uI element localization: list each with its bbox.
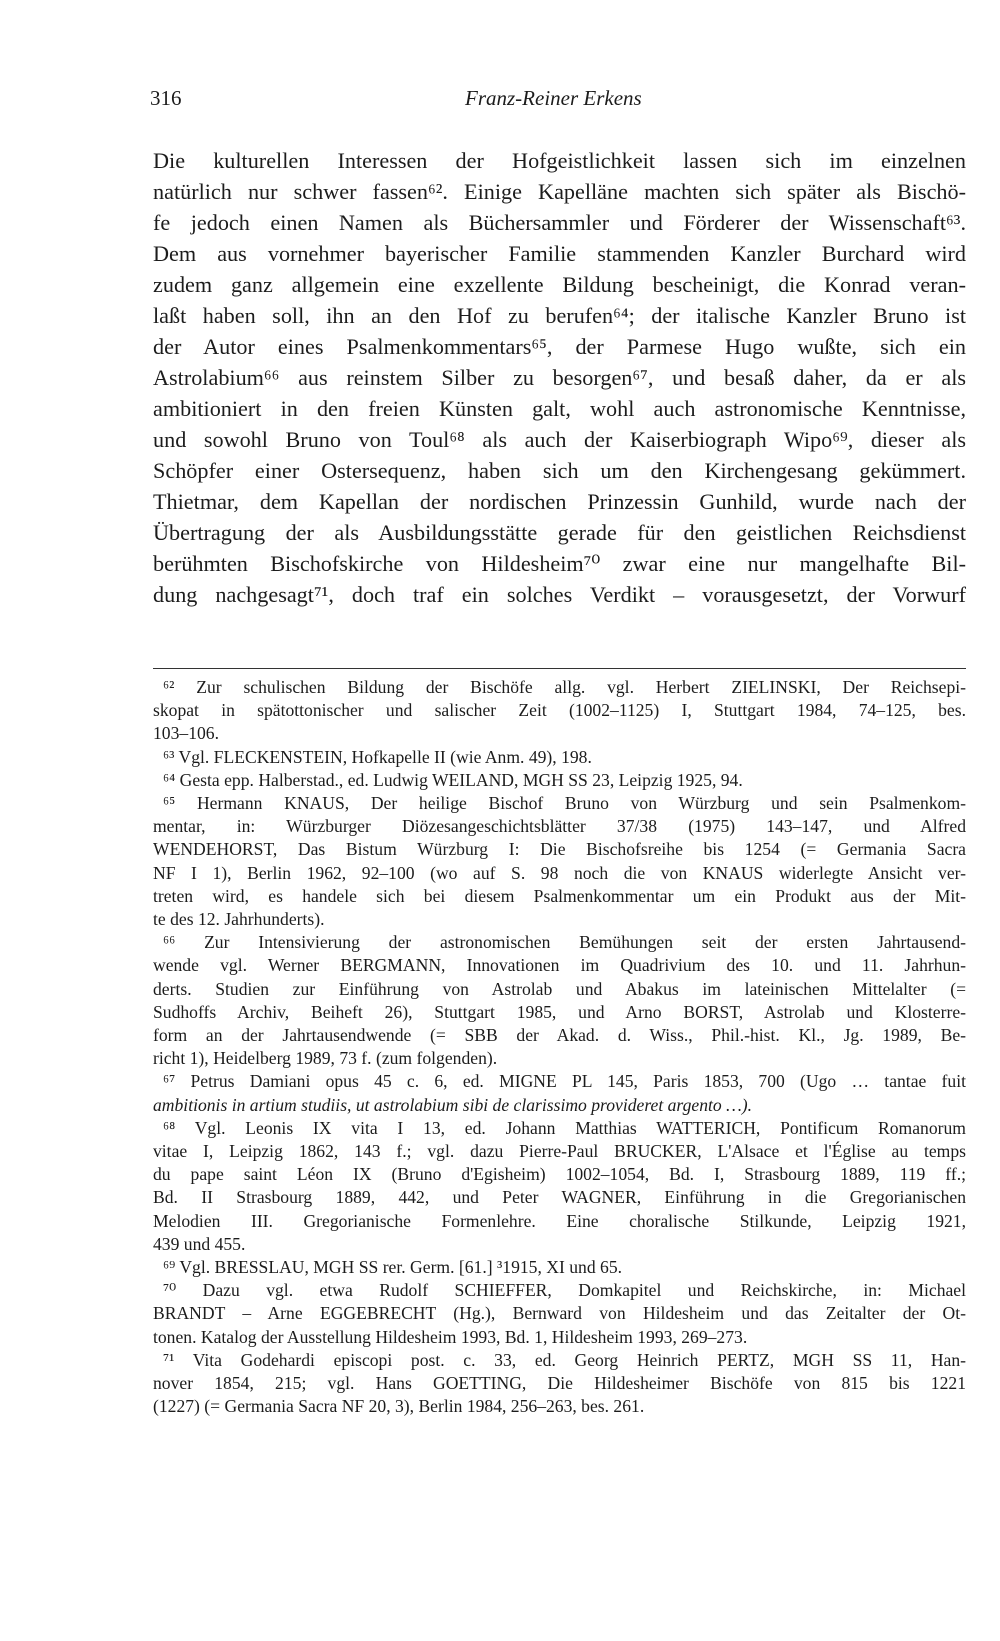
footnote-line: NF I 1), Berlin 1962, 92–100 (wo auf S. 98 noch die von KNAUS widerlegte Ansicht ver- (153, 862, 966, 883)
footnote-line: ⁷¹ Vita Godehardi episcopi post. c. 33, ed. Georg Heinrich PERTZ, MGH SS 11, Han- (163, 1349, 966, 1370)
body-line: laßt haben soll, ihn an den Hof zu berufen⁶⁴; der italische Kanzler Bruno ist (153, 303, 966, 328)
main-text (153, 145, 966, 610)
footnote-line: Bd. II Strasbourg 1889, 442, und Peter WAGNER, Einführung in die Gregorianischen (153, 1187, 966, 1208)
running-head: Franz-Reiner Erkens (465, 86, 642, 110)
footnote-line: ⁶⁸ Vgl. Leonis IX vita I 13, ed. Johann Matthias WATTERICH, Pontificum Romanorum (163, 1117, 966, 1138)
footnote-70 (153, 1279, 966, 1349)
body-line: Schöpfer einer Ostersequenz, haben sich um den Kirchengesang gekümmert. (153, 458, 966, 483)
footnote-66 (153, 931, 966, 1070)
footnote-line: form an der Jahrtausendwende (= SBB der Akad. d. Wiss., Phil.-hist. Kl., Jg. 1989, Be- (153, 1025, 966, 1046)
footnote-62 (153, 676, 966, 746)
body-line: ambitioniert in den freien Künsten galt, wohl auch astronomische Kenntnisse, (153, 396, 966, 421)
footnote-67 (153, 1070, 966, 1116)
footnote-line: wende vgl. Werner BERGMANN, Innovationen im Quadrivium des 10. und 11. Jahrhun- (153, 955, 966, 976)
footnote-line: nover 1854, 215; vgl. Hans GOETTING, Die Hildesheimer Bischöfe von 815 bis 1221 (153, 1373, 966, 1394)
footnote-line: Sudhoffs Archiv, Beiheft 26), Stuttgart 1985, und Arno BORST, Astrolab und Klosterre- (153, 1001, 966, 1022)
body-line: fe jedoch einen Namen als Büchersammler und Förderer der Wissenschaft⁶³. (153, 210, 966, 235)
footnote-line: mentar, in: Würzburger Diözesangeschichtsblätter 37/38 (1975) 143–147, und Alfred (153, 816, 966, 837)
footnote-line: ⁶⁶ Zur Intensivierung der astronomischen Bemühungen seit der ersten Jahrtausend- (163, 932, 966, 953)
footnote-65 (153, 792, 966, 931)
footnote-64 (153, 769, 966, 792)
body-line: Übertragung der als Ausbildungsstätte gerade für den geistlichen Reichsdienst (153, 520, 966, 545)
footnote-divider (153, 668, 966, 669)
footnotes (153, 676, 966, 1419)
footnote-line: ⁶⁴ Gesta epp. Halberstad., ed. Ludwig WEILAND, MGH SS 23, Leipzig 1925, 94. (163, 769, 743, 790)
footnote-line: ⁶² Zur schulischen Bildung der Bischöfe allg. vgl. Herbert ZIELINSKI, Der Reichsepi- (163, 677, 966, 697)
body-line: berühmten Bischofskirche von Hildesheim⁷⁰ zwar eine nur mangelhafte Bil- (153, 551, 966, 576)
page-number: 316 (150, 86, 182, 110)
footnote-line: ambitionis in artium studiis, ut astrolabium sibi de clarissimo provideret argento …). (153, 1094, 753, 1115)
footnote-line: richt 1), Heidelberg 1989, 73 f. (zum folgenden). (153, 1048, 498, 1069)
footnote-line: (1227) (= Germania Sacra NF 20, 3), Berlin 1984, 256–263, bes. 261. (153, 1396, 645, 1417)
footnote-line: 103–106. (153, 723, 219, 744)
body-line: dung nachgesagt⁷¹, doch traf ein solches Verdikt – vorausgesetzt, der Vorwurf (153, 582, 966, 607)
footnote-71 (153, 1349, 966, 1419)
footnote-68 (153, 1117, 966, 1256)
page-header (150, 86, 970, 116)
body-line: Die kulturellen Interessen der Hofgeistlichkeit lassen sich im einzelnen (153, 148, 966, 173)
footnote-line: skopat in spätottonischer und salischer Zeit (1002–1125) I, Stuttgart 1984, 74–125, bes. (153, 700, 966, 721)
footnote-line: 439 und 455. (153, 1233, 246, 1254)
footnote-line: ⁶⁹ Vgl. BRESSLAU, MGH SS rer. Germ. [61.] ³1915, XI und 65. (163, 1257, 623, 1278)
footnote-line: BRANDT – Arne EGGEBRECHT (Hg.), Bernward von Hildesheim und das Zeitalter der Ot- (153, 1303, 966, 1324)
body-line: natürlich nur schwer fassen⁶². Einige Kapelläne machten sich später als Bischö- (153, 179, 966, 204)
body-line: Thietmar, dem Kapellan der nordischen Prinzessin Gunhild, wurde nach der (153, 489, 966, 514)
footnote-line: ⁶³ Vgl. FLECKENSTEIN, Hofkapelle II (wie Anm. 49), 198. (163, 746, 592, 767)
body-line: zudem ganz allgemein eine exzellente Bildung bescheinigt, die Konrad veran- (153, 272, 966, 297)
footnote-line: du pape saint Léon IX (Bruno d'Egisheim) 1002–1054, Bd. I, Strasbourg 1889, 119 ff.; (153, 1164, 966, 1185)
body-line: Dem aus vornehmer bayerischer Familie stammenden Kanzler Burchard wird (153, 241, 966, 266)
footnote-line: ⁶⁵ Hermann KNAUS, Der heilige Bischof Bruno von Würzburg und sein Psalmenkom- (163, 793, 966, 814)
body-line: Astrolabium⁶⁶ aus reinstem Silber zu besorgen⁶⁷, und besaß daher, da er als (153, 365, 966, 390)
footnote-line: ⁶⁷ Petrus Damiani opus 45 c. 6, ed. MIGNE PL 145, Paris 1853, 700 (Ugo … tantae fuit (163, 1071, 966, 1092)
footnote-63 (153, 746, 966, 769)
footnote-line: te des 12. Jahrhunderts). (153, 909, 325, 930)
footnote-69 (153, 1256, 966, 1279)
footnote-line: WENDEHORST, Das Bistum Würzburg I: Die Bischofsreihe bis 1254 (= Germania Sacra (153, 839, 966, 860)
footnote-line: treten wird, es handele sich bei diesem Psalmenkommentar um ein Produkt aus der Mit- (153, 885, 966, 906)
body-line: und sowohl Bruno von Toul⁶⁸ als auch der Kaiserbiograph Wipo⁶⁹, dieser als (153, 427, 966, 452)
footnote-line: Melodien III. Gregorianische Formenlehre. Eine choralische Stilkunde, Leipzig 1921, (153, 1210, 966, 1231)
footnote-line: ⁷⁰ Dazu vgl. etwa Rudolf SCHIEFFER, Domkapitel und Reichskirche, in: Michael (163, 1280, 966, 1301)
footnote-line: tonen. Katalog der Ausstellung Hildesheim 1993, Bd. 1, Hildesheim 1993, 269–273. (153, 1326, 748, 1347)
body-line: der Autor eines Psalmenkommentars⁶⁵, der Parmese Hugo wußte, sich ein (153, 334, 966, 359)
footnote-line: derts. Studien zur Einführung von Astrolab und Abakus im lateinischen Mittelalter (= (153, 978, 966, 999)
footnote-line: vitae I, Leipzig 1862, 143 f.; vgl. dazu Pierre-Paul BRUCKER, L'Alsace et l'Église au temps (153, 1141, 966, 1162)
